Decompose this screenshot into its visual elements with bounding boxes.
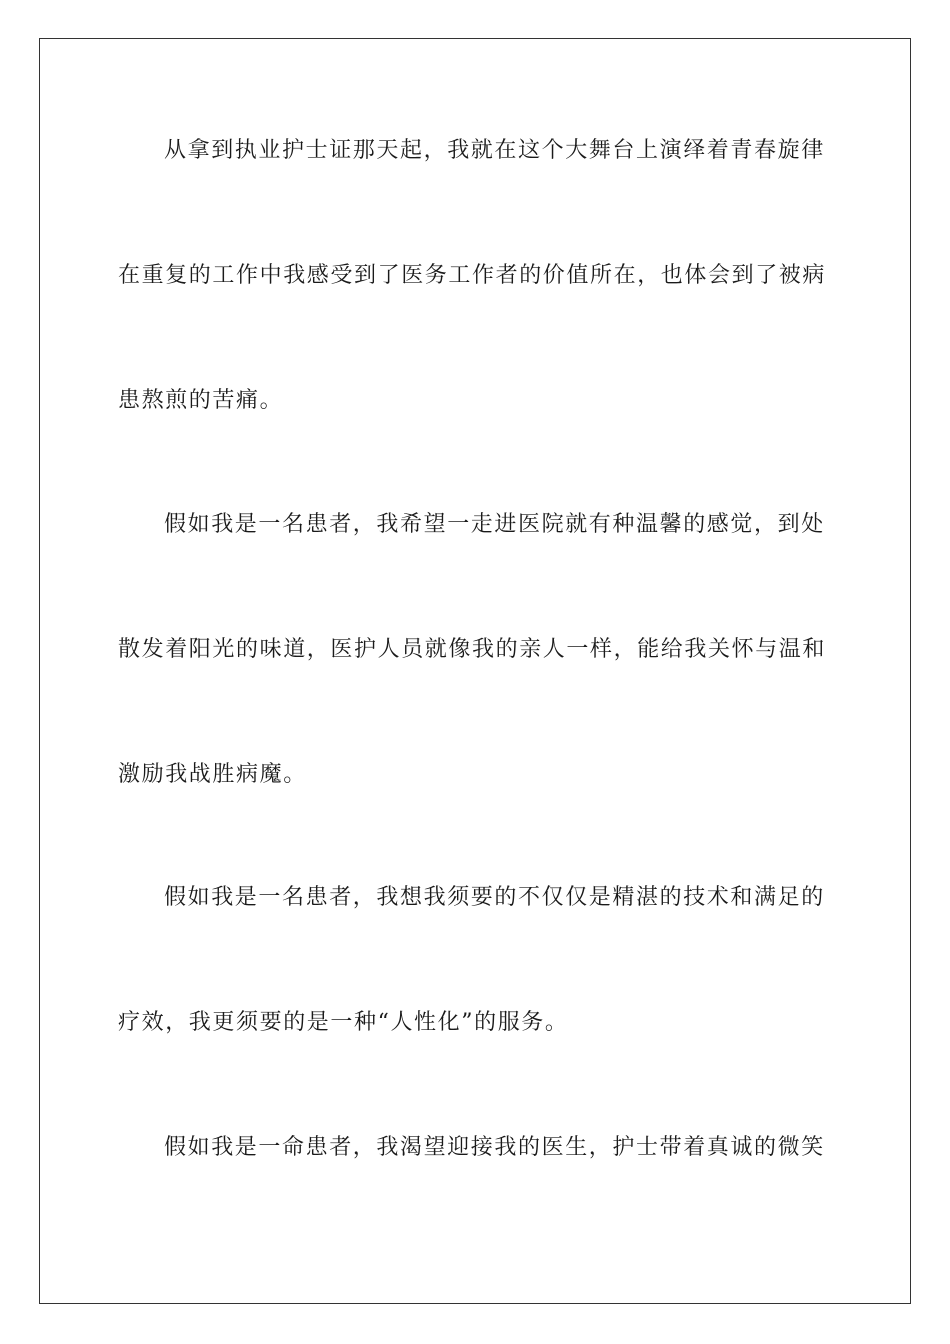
- paragraph-2-line-3: 激励我战胜病魔。: [118, 762, 307, 787]
- page-border: [39, 38, 911, 1304]
- paragraph-1-line-2: 在重复的工作中我感受到了医务工作者的价值所在，也体会到了被病: [118, 263, 827, 288]
- paragraph-2-line-2: 散发着阳光的味道，医护人员就像我的亲人一样，能给我关怀与温和: [118, 637, 827, 662]
- paragraph-3-line-2: 疗效，我更须要的是一种“人性化”的服务。: [118, 1010, 569, 1035]
- paragraph-4-line-1: 假如我是一命患者，我渴望迎接我的医生，护士带着真诚的微笑: [164, 1135, 825, 1160]
- paragraph-3-line-1: 假如我是一名患者，我想我须要的不仅仅是精湛的技术和满足的: [164, 885, 825, 910]
- paragraph-1-line-1: 从拿到执业护士证那天起，我就在这个大舞台上演绎着青春旋律: [164, 138, 825, 163]
- paragraph-1-line-3: 患熬煎的苦痛。: [118, 388, 284, 413]
- paragraph-2-line-1: 假如我是一名患者，我希望一走进医院就有种温馨的感觉，到处: [164, 512, 825, 537]
